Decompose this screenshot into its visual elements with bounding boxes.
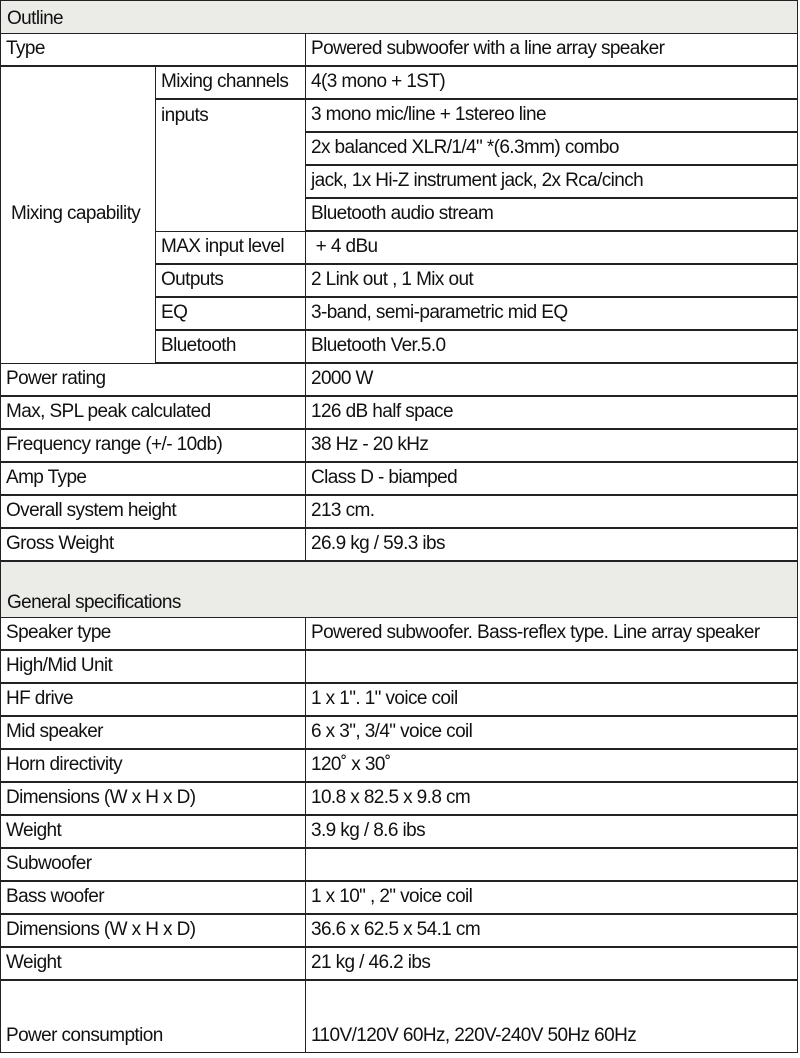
row-value-cell xyxy=(305,782,798,815)
row-label-cell xyxy=(0,782,307,815)
row-label: Gross Weight xyxy=(6,533,114,554)
row-label-cell xyxy=(0,617,307,650)
row-value-cell xyxy=(305,99,798,132)
row-value: Class D - biamped xyxy=(311,467,458,488)
table-row-mixing-channels xyxy=(0,66,798,99)
row-label-cell xyxy=(0,528,307,561)
row-value-cell xyxy=(305,947,798,980)
table-row xyxy=(0,848,798,881)
row-value: 26.9 kg / 59.3 ibs xyxy=(311,533,445,554)
row-label: Dimensions (W x H x D) xyxy=(6,787,196,808)
row-value-cell xyxy=(305,297,798,330)
row-label-cell xyxy=(0,396,307,429)
table-row xyxy=(0,396,798,429)
row-label: Bass woofer xyxy=(6,886,104,907)
table-row xyxy=(0,617,798,650)
table-row-input-3 xyxy=(0,165,798,198)
row-label: Power rating xyxy=(6,368,106,389)
table-row xyxy=(0,914,798,947)
row-label: Max, SPL peak calculated xyxy=(6,401,211,422)
row-value: 1 x 1". 1" voice coil xyxy=(311,688,458,709)
table-row-input-4 xyxy=(0,198,798,231)
row-label: Frequency range (+/- 10db) xyxy=(6,434,223,455)
row-label-cell xyxy=(0,650,307,683)
row-value-cell xyxy=(305,815,798,848)
row-label: Weight xyxy=(6,952,62,973)
row-value-cell xyxy=(305,716,798,749)
row-label-cell xyxy=(0,363,307,396)
row-value: jack, 1x Hi-Z instrument jack, 2x Rca/cinch xyxy=(311,170,644,191)
table-row xyxy=(0,782,798,815)
section-title: Outline xyxy=(7,8,64,29)
row-label: Dimensions (W x H x D) xyxy=(6,919,196,940)
row-value-cell xyxy=(305,980,798,1053)
row-label-cell xyxy=(0,848,307,881)
row-label: Speaker type xyxy=(6,622,111,643)
row-value-cell xyxy=(305,462,798,495)
table-row xyxy=(0,363,798,396)
row-value: + 4 dBu xyxy=(311,236,378,257)
row-value: 10.8 x 82.5 x 9.8 cm xyxy=(311,787,471,808)
table-row xyxy=(0,495,798,528)
row-label: Subwoofer xyxy=(6,853,92,874)
row-value: 3-band, semi-parametric mid EQ xyxy=(311,302,568,323)
row-value-cell xyxy=(305,495,798,528)
row-value: 38 Hz - 20 kHz xyxy=(311,434,429,455)
row-label-cell xyxy=(0,462,307,495)
row-label-cell xyxy=(0,495,307,528)
row-label: High/Mid Unit xyxy=(6,655,113,676)
row-value: 126 dB half space xyxy=(311,401,453,422)
row-value: 21 kg / 46.2 ibs xyxy=(311,952,431,973)
row-value-cell xyxy=(305,264,798,297)
row-value-cell xyxy=(305,363,798,396)
row-value-cell xyxy=(305,66,798,99)
row-value-cell xyxy=(305,749,798,782)
inputs-label: inputs xyxy=(161,105,209,126)
sub-label: Outputs xyxy=(161,269,224,290)
row-label: Overall system height xyxy=(6,500,177,521)
table-row xyxy=(0,749,798,782)
row-value: 1 x 10" , 2" voice coil xyxy=(311,886,473,907)
table-row xyxy=(0,815,798,848)
sub-label-cell xyxy=(155,66,307,99)
sub-label: MAX input level xyxy=(161,236,285,257)
table-row xyxy=(0,947,798,980)
row-value: Powered subwoofer. Bass-reflex type. Line array speaker xyxy=(311,622,760,643)
row-value: 110V/120V 60Hz, 220V-240V 50Hz 60Hz xyxy=(311,1025,637,1046)
row-value-cell xyxy=(305,881,798,914)
table-row xyxy=(0,881,798,914)
row-label: Power consumption xyxy=(6,1025,163,1046)
table-row-outputs xyxy=(0,264,798,297)
row-label: Type xyxy=(6,38,45,59)
row-value: 36.6 x 62.5 x 54.1 cm xyxy=(311,919,481,940)
mixing-capability-label: Mixing capability xyxy=(11,203,141,224)
row-label: HF drive xyxy=(6,688,73,709)
row-value-cell xyxy=(305,396,798,429)
row-value-cell xyxy=(305,683,798,716)
section-header-outline xyxy=(0,0,798,34)
row-value: Powered subwoofer with a line array speaker xyxy=(311,38,665,59)
row-value-cell xyxy=(305,231,798,264)
row-value-cell xyxy=(305,429,798,462)
table-row xyxy=(0,462,798,495)
table-row-type xyxy=(0,33,798,66)
row-value-cell xyxy=(305,848,798,881)
row-value: 213 cm. xyxy=(311,500,375,521)
table-row xyxy=(0,650,798,683)
row-value: 2000 W xyxy=(311,368,373,389)
table-row-input-2 xyxy=(0,132,798,165)
row-label-cell xyxy=(0,429,307,462)
sub-label: Bluetooth xyxy=(161,335,236,356)
row-value: 3.9 kg / 8.6 ibs xyxy=(311,820,425,841)
row-value: Bluetooth audio stream xyxy=(311,203,494,224)
row-label-cell xyxy=(0,980,307,1053)
row-value-cell xyxy=(305,617,798,650)
table-row-power-consumption xyxy=(0,980,798,1053)
row-label-cell xyxy=(0,815,307,848)
row-value-cell xyxy=(305,132,798,165)
row-label: Amp Type xyxy=(6,467,87,488)
row-value: 6 x 3", 3/4" voice coil xyxy=(311,721,473,742)
table-row xyxy=(0,429,798,462)
table-row-input-1 xyxy=(0,99,798,132)
sub-label-cell xyxy=(155,330,307,363)
row-label: Horn directivity xyxy=(6,754,123,775)
row-label-cell xyxy=(0,33,307,66)
row-label-cell xyxy=(0,881,307,914)
row-value: 3 mono mic/line + 1stereo line xyxy=(311,104,546,125)
row-value: 4(3 mono + 1ST) xyxy=(311,71,446,92)
row-label: Mid speaker xyxy=(6,721,103,742)
table-row-eq xyxy=(0,297,798,330)
row-label-cell xyxy=(0,749,307,782)
row-value-cell xyxy=(305,165,798,198)
table-row-max-input xyxy=(0,231,798,264)
section-title: General specifications xyxy=(7,592,181,613)
row-label-cell xyxy=(0,683,307,716)
row-label-cell xyxy=(0,716,307,749)
row-label-cell xyxy=(0,914,307,947)
row-value-cell xyxy=(305,914,798,947)
sub-label-cell xyxy=(155,231,307,264)
sub-label: EQ xyxy=(161,302,188,323)
row-value: Bluetooth Ver.5.0 xyxy=(311,335,446,356)
row-value-cell xyxy=(305,330,798,363)
sub-label: Mixing channels xyxy=(161,71,289,92)
sub-label-cell xyxy=(155,297,307,330)
row-value-cell xyxy=(305,528,798,561)
table-row xyxy=(0,528,798,561)
sub-label-cell xyxy=(155,264,307,297)
row-label-cell xyxy=(0,947,307,980)
row-value-cell xyxy=(305,33,798,66)
row-value-cell xyxy=(305,650,798,683)
row-value: 2 Link out , 1 Mix out xyxy=(311,269,474,290)
section-header-general xyxy=(0,561,798,618)
table-row xyxy=(0,716,798,749)
table-row xyxy=(0,683,798,716)
row-value: 2x balanced XLR/1/4" *(6.3mm) combo xyxy=(311,137,619,158)
row-label: Weight xyxy=(6,820,62,841)
row-value: 120˚ x 30˚ xyxy=(311,754,391,775)
table-row-bluetooth xyxy=(0,330,798,363)
row-value-cell xyxy=(305,198,798,231)
